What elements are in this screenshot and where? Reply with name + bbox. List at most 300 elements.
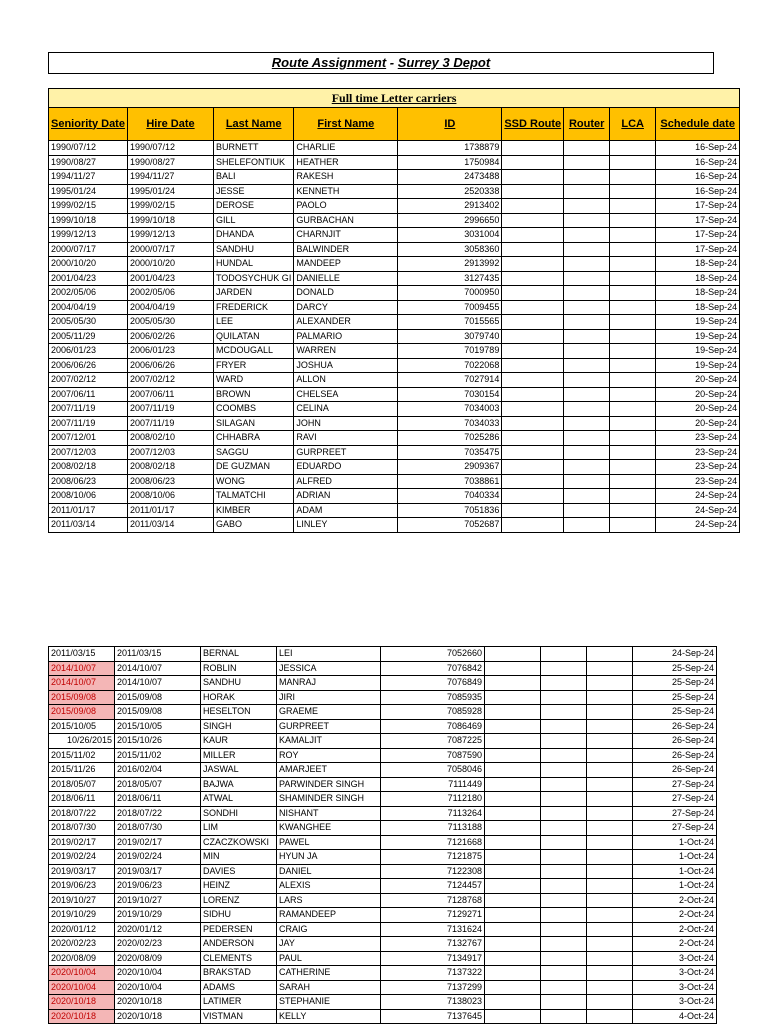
- cell-last-name: CLEMENTS: [201, 951, 277, 966]
- cell-lca: [587, 792, 633, 807]
- table-row: [49, 922, 717, 937]
- cell-last-name: BRAKSTAD: [201, 966, 277, 981]
- cell-hire-date: 2019/10/29: [115, 908, 201, 923]
- cell-schedule-date: 25-Sep-24: [633, 676, 717, 691]
- cell-id: 7015565: [398, 315, 502, 330]
- table-row: [49, 647, 717, 662]
- cell-first-name: GURPREET: [277, 719, 381, 734]
- cell-id: 7052660: [381, 647, 485, 662]
- cell-seniority-date: 2019/10/27: [49, 893, 115, 908]
- cell-router: [564, 184, 610, 199]
- cell-lca: [610, 315, 656, 330]
- cell-seniority-date: 2008/10/06: [49, 489, 128, 504]
- cell-first-name: GURPREET: [294, 445, 398, 460]
- cell-hire-date: 2011/01/17: [127, 503, 213, 518]
- cell-schedule-date: 1-Oct-24: [633, 879, 717, 894]
- cell-id: 7085935: [381, 690, 485, 705]
- cell-seniority-date: 2019/02/17: [49, 835, 115, 850]
- cell-last-name: WARD: [213, 373, 293, 388]
- cell-seniority-date: 2007/06/11: [49, 387, 128, 402]
- cell-last-name: BERNAL: [201, 647, 277, 662]
- cell-lca: [587, 835, 633, 850]
- cell-first-name: ADRIAN: [294, 489, 398, 504]
- cell-lca: [587, 951, 633, 966]
- cell-lca: [610, 286, 656, 301]
- cell-ssd-route: [485, 980, 541, 995]
- cell-seniority-date: 2020/08/09: [49, 951, 115, 966]
- table-row: [49, 980, 717, 995]
- cell-ssd-route: [502, 402, 564, 417]
- cell-hire-date: 2007/12/03: [127, 445, 213, 460]
- cell-id: 7087590: [381, 748, 485, 763]
- cell-seniority-date: 1999/10/18: [49, 213, 128, 228]
- cell-last-name: LORENZ: [201, 893, 277, 908]
- cell-schedule-date: 1-Oct-24: [633, 850, 717, 865]
- cell-router: [564, 315, 610, 330]
- table-row: [49, 228, 740, 243]
- cell-id: 7040334: [398, 489, 502, 504]
- cell-first-name: PARWINDER SINGH: [277, 777, 381, 792]
- header-router: Router: [564, 108, 610, 141]
- cell-ssd-route: [485, 908, 541, 923]
- cell-id: 7058046: [381, 763, 485, 778]
- cell-hire-date: 2019/10/27: [115, 893, 201, 908]
- cell-schedule-date: 3-Oct-24: [633, 995, 717, 1010]
- cell-lca: [610, 271, 656, 286]
- cell-seniority-date: 1994/11/27: [49, 170, 128, 185]
- cell-router: [541, 647, 587, 662]
- cell-ssd-route: [485, 850, 541, 865]
- cell-first-name: MANRAJ: [277, 676, 381, 691]
- cell-first-name: KELLY: [277, 1009, 381, 1024]
- cell-lca: [610, 242, 656, 257]
- cell-schedule-date: 25-Sep-24: [633, 690, 717, 705]
- cell-router: [541, 792, 587, 807]
- cell-lca: [587, 937, 633, 952]
- cell-first-name: LEI: [277, 647, 381, 662]
- cell-hire-date: 1990/08/27: [127, 155, 213, 170]
- cell-ssd-route: [485, 821, 541, 836]
- cell-seniority-date: 2005/11/29: [49, 329, 128, 344]
- cell-ssd-route: [502, 489, 564, 504]
- cell-schedule-date: 24-Sep-24: [656, 503, 740, 518]
- cell-router: [541, 676, 587, 691]
- carriers-table-top: [48, 88, 740, 533]
- cell-seniority-date: 1990/07/12: [49, 141, 128, 156]
- cell-router: [541, 966, 587, 981]
- cell-ssd-route: [485, 734, 541, 749]
- cell-router: [541, 879, 587, 894]
- cell-seniority-date: 2020/01/12: [49, 922, 115, 937]
- cell-hire-date: 2020/10/18: [115, 1009, 201, 1024]
- cell-schedule-date: 20-Sep-24: [656, 387, 740, 402]
- cell-last-name: TODOSYCHUK GI: [213, 271, 293, 286]
- cell-lca: [610, 445, 656, 460]
- cell-hire-date: 2001/04/23: [127, 271, 213, 286]
- cell-hire-date: 2019/02/17: [115, 835, 201, 850]
- cell-lca: [587, 777, 633, 792]
- cell-router: [541, 980, 587, 995]
- cell-router: [564, 170, 610, 185]
- cell-hire-date: 2004/04/19: [127, 300, 213, 315]
- table-row: [49, 460, 740, 475]
- cell-ssd-route: [485, 995, 541, 1010]
- cell-last-name: HEINZ: [201, 879, 277, 894]
- banner-text: Full time Letter carriers: [331, 91, 457, 105]
- cell-last-name: COOMBS: [213, 402, 293, 417]
- cell-id: 7027914: [398, 373, 502, 388]
- header-ssd-route: SSD Route: [502, 108, 564, 141]
- table-row: [49, 300, 740, 315]
- cell-router: [564, 257, 610, 272]
- table-row: [49, 358, 740, 373]
- cell-schedule-date: 18-Sep-24: [656, 257, 740, 272]
- cell-ssd-route: [502, 358, 564, 373]
- table-row: [49, 155, 740, 170]
- cell-router: [541, 705, 587, 720]
- cell-last-name: PEDERSEN: [201, 922, 277, 937]
- cell-hire-date: 2014/10/07: [115, 676, 201, 691]
- cell-router: [541, 937, 587, 952]
- cell-id: 7038861: [398, 474, 502, 489]
- cell-lca: [610, 344, 656, 359]
- cell-first-name: PAUL: [277, 951, 381, 966]
- cell-ssd-route: [502, 213, 564, 228]
- cell-schedule-date: 26-Sep-24: [633, 734, 717, 749]
- cell-seniority-date: 2004/04/19: [49, 300, 128, 315]
- cell-first-name: DARCY: [294, 300, 398, 315]
- cell-last-name: MILLER: [201, 748, 277, 763]
- cell-router: [564, 387, 610, 402]
- cell-hire-date: 2018/07/30: [115, 821, 201, 836]
- cell-last-name: DHANDA: [213, 228, 293, 243]
- cell-first-name: KWANGHEE: [277, 821, 381, 836]
- cell-hire-date: 2015/10/05: [115, 719, 201, 734]
- cell-schedule-date: 17-Sep-24: [656, 199, 740, 214]
- cell-lca: [610, 358, 656, 373]
- cell-schedule-date: 25-Sep-24: [633, 661, 717, 676]
- table-row: [49, 792, 717, 807]
- cell-schedule-date: 25-Sep-24: [633, 705, 717, 720]
- cell-id: 3031004: [398, 228, 502, 243]
- header-lca: LCA: [610, 108, 656, 141]
- cell-ssd-route: [485, 676, 541, 691]
- cell-seniority-date: 2015/10/05: [49, 719, 115, 734]
- cell-router: [541, 763, 587, 778]
- table-row: [49, 893, 717, 908]
- cell-ssd-route: [485, 792, 541, 807]
- cell-last-name: ROBLIN: [201, 661, 277, 676]
- cell-id: 7076849: [381, 676, 485, 691]
- cell-last-name: DEROSE: [213, 199, 293, 214]
- cell-seniority-date: 2005/05/30: [49, 315, 128, 330]
- cell-router: [541, 1009, 587, 1024]
- cell-id: 7051836: [398, 503, 502, 518]
- cell-schedule-date: 24-Sep-24: [656, 489, 740, 504]
- cell-schedule-date: 16-Sep-24: [656, 155, 740, 170]
- table-row: [49, 777, 717, 792]
- cell-first-name: LARS: [277, 893, 381, 908]
- cell-hire-date: 2015/09/08: [115, 690, 201, 705]
- cell-lca: [610, 257, 656, 272]
- cell-hire-date: 2020/10/18: [115, 995, 201, 1010]
- table-row: [49, 329, 740, 344]
- cell-schedule-date: 19-Sep-24: [656, 358, 740, 373]
- cell-first-name: PALMARIO: [294, 329, 398, 344]
- table-row: [49, 995, 717, 1010]
- cell-schedule-date: 19-Sep-24: [656, 315, 740, 330]
- cell-hire-date: 1999/02/15: [127, 199, 213, 214]
- title-depot: Surrey 3 Depot: [397, 55, 491, 70]
- title-route-assignment: Route Assignment: [271, 55, 387, 70]
- cell-router: [564, 518, 610, 533]
- cell-seniority-date: 2020/10/04: [49, 980, 115, 995]
- table-row: [49, 661, 717, 676]
- cell-ssd-route: [485, 748, 541, 763]
- cell-seniority-date: 2000/10/20: [49, 257, 128, 272]
- cell-ssd-route: [485, 966, 541, 981]
- cell-first-name: MANDEEP: [294, 257, 398, 272]
- cell-schedule-date: 26-Sep-24: [633, 763, 717, 778]
- cell-id: 7034033: [398, 416, 502, 431]
- table-row: [49, 806, 717, 821]
- cell-ssd-route: [502, 474, 564, 489]
- cell-first-name: JAY: [277, 937, 381, 952]
- cell-id: 2473488: [398, 170, 502, 185]
- cell-ssd-route: [502, 242, 564, 257]
- cell-hire-date: 2008/10/06: [127, 489, 213, 504]
- cell-last-name: CZACZKOWSKI: [201, 835, 277, 850]
- cell-last-name: GILL: [213, 213, 293, 228]
- cell-ssd-route: [502, 199, 564, 214]
- cell-id: 7025286: [398, 431, 502, 446]
- cell-hire-date: 2008/06/23: [127, 474, 213, 489]
- carriers-table-bottom: [48, 646, 717, 1024]
- cell-first-name: CHARLIE: [294, 141, 398, 156]
- cell-hire-date: 2005/05/30: [127, 315, 213, 330]
- cell-seniority-date: 2008/06/23: [49, 474, 128, 489]
- cell-first-name: EDUARDO: [294, 460, 398, 475]
- cell-lca: [587, 893, 633, 908]
- cell-seniority-date: 2018/07/30: [49, 821, 115, 836]
- cell-seniority-date: 2008/02/18: [49, 460, 128, 475]
- cell-seniority-date: 2015/09/08: [49, 705, 115, 720]
- cell-router: [564, 141, 610, 156]
- cell-id: 2996650: [398, 213, 502, 228]
- cell-ssd-route: [502, 228, 564, 243]
- cell-hire-date: 2019/03/17: [115, 864, 201, 879]
- cell-schedule-date: 1-Oct-24: [633, 835, 717, 850]
- cell-ssd-route: [502, 373, 564, 388]
- cell-first-name: WARREN: [294, 344, 398, 359]
- cell-ssd-route: [485, 705, 541, 720]
- cell-id: 7009455: [398, 300, 502, 315]
- table-row: [49, 373, 740, 388]
- cell-last-name: MCDOUGALL: [213, 344, 293, 359]
- cell-hire-date: 2020/01/12: [115, 922, 201, 937]
- table-row: [49, 719, 717, 734]
- cell-lca: [587, 922, 633, 937]
- cell-schedule-date: 26-Sep-24: [633, 719, 717, 734]
- cell-last-name: HESELTON: [201, 705, 277, 720]
- cell-schedule-date: 23-Sep-24: [656, 474, 740, 489]
- cell-hire-date: 2018/05/07: [115, 777, 201, 792]
- cell-seniority-date: 2011/01/17: [49, 503, 128, 518]
- cell-last-name: HUNDAL: [213, 257, 293, 272]
- cell-last-name: BALI: [213, 170, 293, 185]
- cell-seniority-date: 2014/10/07: [49, 676, 115, 691]
- cell-first-name: KAMALJIT: [277, 734, 381, 749]
- cell-lca: [610, 402, 656, 417]
- table-row: [49, 748, 717, 763]
- table-row: [49, 416, 740, 431]
- cell-id: 7085928: [381, 705, 485, 720]
- cell-router: [541, 835, 587, 850]
- table-row: [49, 879, 717, 894]
- cell-first-name: ALFRED: [294, 474, 398, 489]
- cell-ssd-route: [485, 879, 541, 894]
- cell-ssd-route: [485, 806, 541, 821]
- cell-id: 7124457: [381, 879, 485, 894]
- cell-seniority-date: 2007/11/19: [49, 402, 128, 417]
- cell-router: [564, 416, 610, 431]
- cell-schedule-date: 20-Sep-24: [656, 402, 740, 417]
- cell-router: [564, 503, 610, 518]
- cell-router: [564, 373, 610, 388]
- cell-ssd-route: [502, 387, 564, 402]
- cell-first-name: CHELSEA: [294, 387, 398, 402]
- cell-seniority-date: 2020/02/23: [49, 937, 115, 952]
- cell-schedule-date: 23-Sep-24: [656, 431, 740, 446]
- cell-schedule-date: 23-Sep-24: [656, 445, 740, 460]
- cell-id: 7131624: [381, 922, 485, 937]
- cell-last-name: JASWAL: [201, 763, 277, 778]
- cell-lca: [610, 431, 656, 446]
- cell-seniority-date: 2019/02/24: [49, 850, 115, 865]
- cell-schedule-date: 27-Sep-24: [633, 806, 717, 821]
- cell-lca: [587, 748, 633, 763]
- cell-router: [541, 995, 587, 1010]
- cell-last-name: DE GUZMAN: [213, 460, 293, 475]
- cell-last-name: DAVIES: [201, 864, 277, 879]
- cell-id: 3058360: [398, 242, 502, 257]
- cell-hire-date: 1994/11/27: [127, 170, 213, 185]
- cell-last-name: FREDERICK: [213, 300, 293, 315]
- cell-seniority-date: 2007/11/19: [49, 416, 128, 431]
- cell-last-name: CHHABRA: [213, 431, 293, 446]
- cell-schedule-date: 4-Oct-24: [633, 1009, 717, 1024]
- cell-seniority-date: 1999/02/15: [49, 199, 128, 214]
- cell-last-name: SINGH: [201, 719, 277, 734]
- cell-lca: [587, 966, 633, 981]
- cell-hire-date: 2002/05/06: [127, 286, 213, 301]
- cell-schedule-date: 16-Sep-24: [656, 170, 740, 185]
- table-row: [49, 676, 717, 691]
- cell-schedule-date: 19-Sep-24: [656, 329, 740, 344]
- cell-id: 2913992: [398, 257, 502, 272]
- cell-seniority-date: 2007/12/01: [49, 431, 128, 446]
- cell-hire-date: 2007/11/19: [127, 402, 213, 417]
- cell-schedule-date: 27-Sep-24: [633, 792, 717, 807]
- cell-ssd-route: [485, 719, 541, 734]
- cell-schedule-date: 24-Sep-24: [656, 518, 740, 533]
- cell-ssd-route: [502, 155, 564, 170]
- cell-id: 7035475: [398, 445, 502, 460]
- table-row: [49, 213, 740, 228]
- table-row: [49, 286, 740, 301]
- cell-hire-date: 2020/08/09: [115, 951, 201, 966]
- table-row: [49, 257, 740, 272]
- cell-hire-date: 2007/02/12: [127, 373, 213, 388]
- cell-lca: [610, 329, 656, 344]
- cell-hire-date: 2006/01/23: [127, 344, 213, 359]
- cell-id: 7052687: [398, 518, 502, 533]
- table-row: [49, 1009, 717, 1024]
- cell-lca: [610, 228, 656, 243]
- cell-router: [564, 344, 610, 359]
- cell-ssd-route: [485, 835, 541, 850]
- cell-ssd-route: [502, 286, 564, 301]
- cell-router: [564, 358, 610, 373]
- cell-id: 7132767: [381, 937, 485, 952]
- cell-lca: [587, 676, 633, 691]
- cell-ssd-route: [502, 300, 564, 315]
- cell-hire-date: 2016/02/04: [115, 763, 201, 778]
- table-row: [49, 242, 740, 257]
- cell-schedule-date: 20-Sep-24: [656, 416, 740, 431]
- cell-hire-date: 2008/02/10: [127, 431, 213, 446]
- cell-schedule-date: 24-Sep-24: [633, 647, 717, 662]
- cell-id: 1750984: [398, 155, 502, 170]
- cell-lca: [610, 300, 656, 315]
- cell-seniority-date: 2007/12/03: [49, 445, 128, 460]
- cell-lca: [610, 474, 656, 489]
- cell-hire-date: 2000/10/20: [127, 257, 213, 272]
- cell-lca: [587, 661, 633, 676]
- header-schedule-date: Schedule date: [656, 108, 740, 141]
- table-row: [49, 518, 740, 533]
- cell-id: 7129271: [381, 908, 485, 923]
- cell-seniority-date: 2018/06/11: [49, 792, 115, 807]
- cell-seniority-date: 1990/08/27: [49, 155, 128, 170]
- cell-last-name: QUILATAN: [213, 329, 293, 344]
- cell-router: [541, 908, 587, 923]
- cell-seniority-date: 1999/12/13: [49, 228, 128, 243]
- cell-ssd-route: [502, 170, 564, 185]
- cell-seniority-date: 2006/01/23: [49, 344, 128, 359]
- cell-lca: [587, 850, 633, 865]
- cell-seniority-date: 2014/10/07: [49, 661, 115, 676]
- cell-schedule-date: 19-Sep-24: [656, 344, 740, 359]
- cell-last-name: BURNETT: [213, 141, 293, 156]
- cell-hire-date: 2020/10/04: [115, 980, 201, 995]
- cell-id: 7138023: [381, 995, 485, 1010]
- cell-last-name: SAGGU: [213, 445, 293, 460]
- cell-last-name: KAUR: [201, 734, 277, 749]
- cell-router: [564, 228, 610, 243]
- cell-lca: [587, 647, 633, 662]
- cell-schedule-date: 27-Sep-24: [633, 821, 717, 836]
- header-row: [49, 108, 740, 141]
- cell-last-name: GABO: [213, 518, 293, 533]
- table-row: [49, 690, 717, 705]
- cell-ssd-route: [485, 937, 541, 952]
- cell-first-name: DANIEL: [277, 864, 381, 879]
- cell-schedule-date: 18-Sep-24: [656, 286, 740, 301]
- cell-last-name: SANDHU: [201, 676, 277, 691]
- cell-seniority-date: 2011/03/14: [49, 518, 128, 533]
- cell-last-name: ANDERSON: [201, 937, 277, 952]
